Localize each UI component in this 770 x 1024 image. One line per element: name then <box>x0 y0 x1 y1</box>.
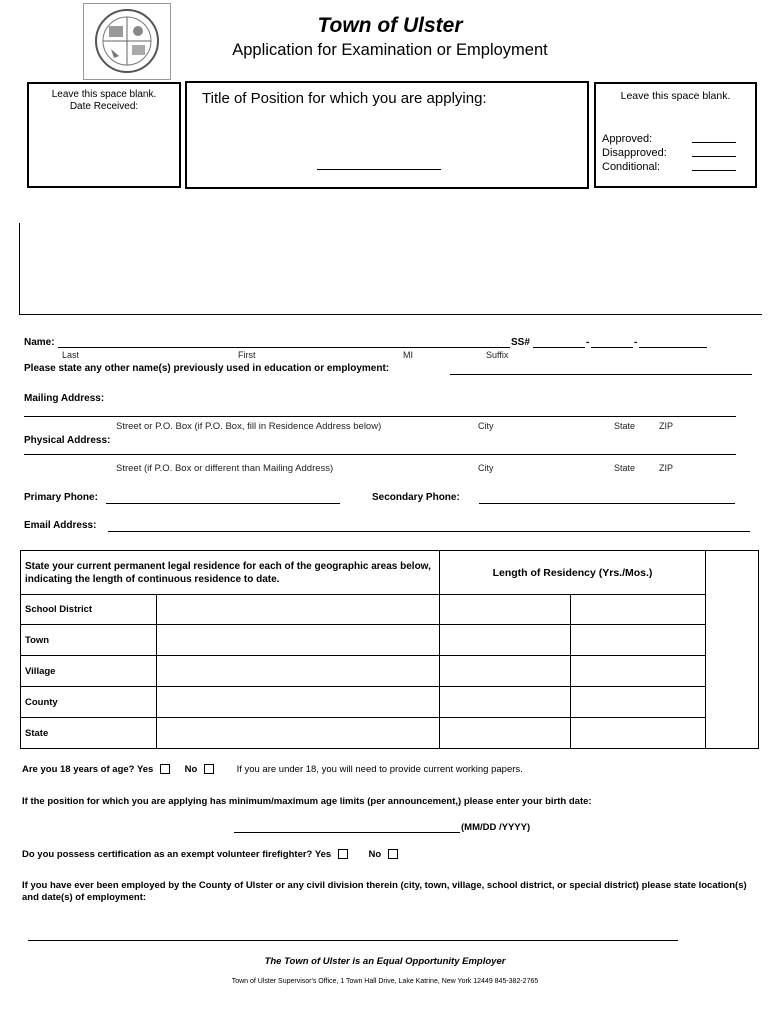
age-yes-label: Yes <box>136 764 154 775</box>
length-cell[interactable] <box>571 718 706 749</box>
page-subtitle: Application for Examination or Employment <box>232 41 548 59</box>
first-caption: First <box>238 350 256 360</box>
mailing-street-caption: Street or P.O. Box (if P.O. Box, fill in Residence Address below) <box>116 421 382 432</box>
mailing-state-caption: State <box>614 421 636 431</box>
conditional-line <box>692 170 736 171</box>
approved-label: Approved: <box>602 133 653 145</box>
residence-table <box>20 550 759 749</box>
disapproved-label: Disapproved: <box>602 147 667 159</box>
suffix-caption: Suffix <box>486 350 509 360</box>
row-label-village: Village <box>21 656 157 687</box>
firefighter-question-row <box>22 849 402 860</box>
eoe-statement: The Town of Ulster is an Equal Opportunity Employer <box>264 956 506 967</box>
approval-heading: Leave this space blank. <box>620 90 731 102</box>
email-line[interactable] <box>108 520 750 532</box>
length-cell[interactable] <box>440 595 571 625</box>
office-use-note: Leave this space blank. <box>51 89 157 100</box>
ss-label: SS# <box>511 337 530 348</box>
position-title-line[interactable] <box>317 169 441 170</box>
date-received-box <box>27 82 181 188</box>
other-names-line[interactable] <box>450 364 752 375</box>
page-title: Town of Ulster <box>317 14 463 37</box>
physical-city-caption: City <box>478 463 494 473</box>
residence-cell[interactable] <box>157 687 440 718</box>
disapproved-line <box>692 156 736 157</box>
side-column <box>706 551 759 749</box>
physical-street-caption: Street (if P.O. Box or different than Mailing Address) <box>116 463 334 474</box>
residence-intro: State your current permanent legal residence for each of the geographic areas below, indicating the length of continuous residence to date. <box>21 551 440 595</box>
mi-caption: MI <box>403 350 413 360</box>
row-label-town: Town <box>21 625 157 656</box>
ss-dash-1: - <box>586 337 590 348</box>
age-no-label: No <box>184 764 198 775</box>
length-cell[interactable] <box>440 687 571 718</box>
physical-address-line[interactable] <box>24 444 736 455</box>
length-header: Length of Residency (Yrs./Mos.) <box>440 551 706 595</box>
length-cell[interactable] <box>571 656 706 687</box>
length-cell[interactable] <box>571 595 706 625</box>
last-caption: Last <box>62 350 80 360</box>
name-label: Name: <box>24 337 55 348</box>
ss-dash-2: - <box>634 337 638 348</box>
residence-cell[interactable] <box>157 595 440 625</box>
name-input-line[interactable] <box>58 337 510 348</box>
mailing-zip-caption: ZIP <box>659 421 674 431</box>
mailing-city-caption: City <box>478 421 494 431</box>
residence-cell[interactable] <box>157 625 440 656</box>
position-title-box[interactable] <box>185 81 589 189</box>
birth-date-format: (MM/DD /YYYY) <box>461 822 531 833</box>
approved-line <box>692 142 736 143</box>
employment-line[interactable] <box>28 930 678 941</box>
row-label-school-district: School District <box>21 595 157 625</box>
approval-box <box>594 82 757 188</box>
firefighter-yes-checkbox[interactable] <box>338 849 348 859</box>
physical-state-caption: State <box>614 463 636 473</box>
employment-question: If you have ever been employed by the County of Ulster or any civil division therein (city, town, village, school district, or special district) please state location(s) and date(s) of employment: <box>22 880 747 903</box>
ss-part2[interactable] <box>591 337 633 348</box>
firefighter-no-label: No <box>368 849 382 860</box>
ss-part1[interactable] <box>533 337 585 348</box>
age-question-row <box>22 764 523 775</box>
length-cell[interactable] <box>440 718 571 749</box>
frame-left-edge <box>19 223 20 315</box>
firefighter-yes-label: Yes <box>314 849 332 860</box>
primary-phone-line[interactable] <box>106 492 340 504</box>
other-names-label: Please state any other name(s) previously used in education or employment: <box>24 363 390 374</box>
row-label-county: County <box>21 687 157 718</box>
residence-cell[interactable] <box>157 718 440 749</box>
physical-address-label: Physical Address: <box>24 435 111 446</box>
frame-top-rule <box>19 314 762 315</box>
firefighter-no-checkbox[interactable] <box>388 849 398 859</box>
position-title-label: Title of Position for which you are applying: <box>202 90 487 107</box>
town-seal <box>83 3 171 80</box>
mailing-address-label: Mailing Address: <box>24 393 105 404</box>
residence-cell[interactable] <box>157 656 440 687</box>
secondary-phone-line[interactable] <box>479 492 735 504</box>
date-received-label: Date Received: <box>69 101 139 112</box>
length-cell[interactable] <box>571 625 706 656</box>
length-cell[interactable] <box>440 625 571 656</box>
age-question: Are you 18 years of age? <box>22 764 135 775</box>
length-cell[interactable] <box>440 656 571 687</box>
age-note: If you are under 18, you will need to provide current working papers. <box>236 764 523 775</box>
conditional-label: Conditional: <box>602 161 661 173</box>
firefighter-question: Do you possess certification as an exempt volunteer firefighter? <box>22 849 313 860</box>
birth-date-line[interactable] <box>234 821 460 833</box>
footer-address: Town of Ulster Supervisor's Office, 1 Town Hall Drive, Lake Katrine, New York 12449 845-382-2765 <box>231 978 539 985</box>
secondary-phone-label: Secondary Phone: <box>372 492 460 503</box>
row-label-state: State <box>21 718 157 749</box>
birth-date-question: If the position for which you are applying has minimum/maximum age limits (per announcement,) please enter your birth date: <box>22 796 592 807</box>
physical-zip-caption: ZIP <box>659 463 674 473</box>
email-label: Email Address: <box>24 520 97 531</box>
age-no-checkbox[interactable] <box>204 764 214 774</box>
age-yes-checkbox[interactable] <box>160 764 170 774</box>
primary-phone-label: Primary Phone: <box>24 492 98 503</box>
mailing-address-line[interactable] <box>24 406 736 417</box>
ss-part3[interactable] <box>639 337 707 348</box>
length-cell[interactable] <box>571 687 706 718</box>
